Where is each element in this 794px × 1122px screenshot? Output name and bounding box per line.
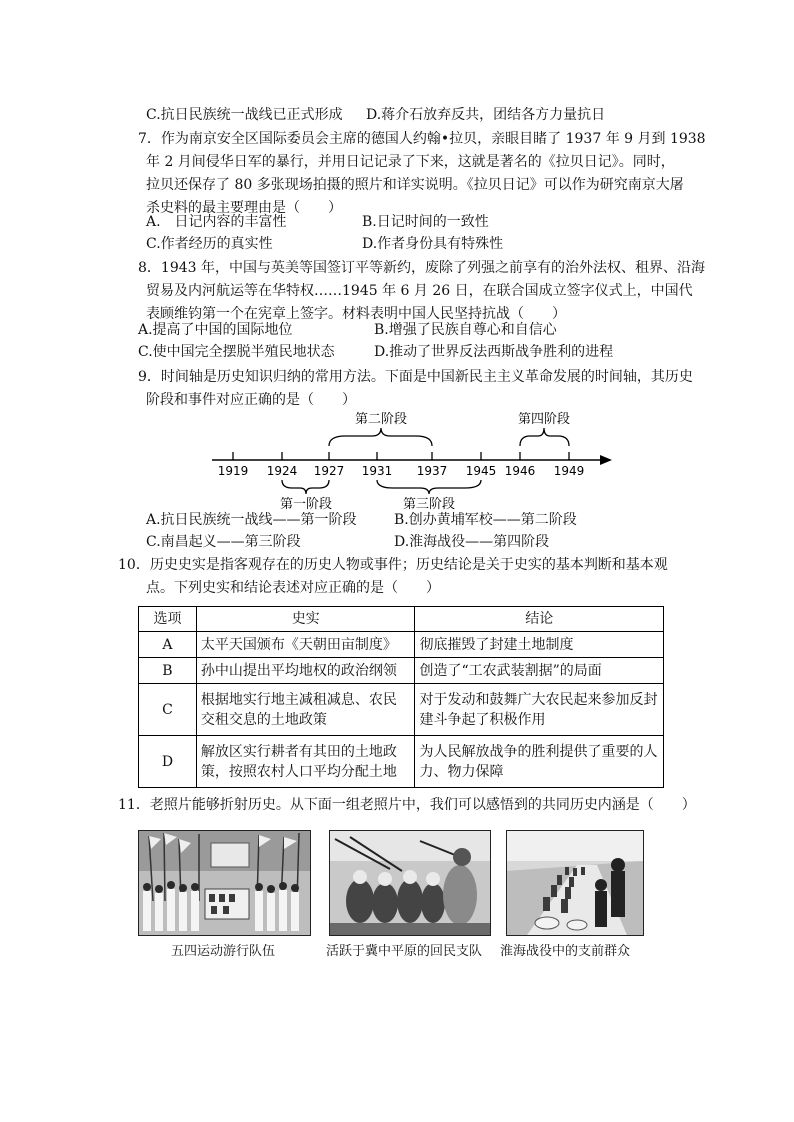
timeline-ticks (233, 452, 569, 460)
q10-stem-line-1: 10．历史史实是指客观存在的历史人物或事件；历史结论是关于史实的基本判断和基本观 (118, 557, 668, 573)
photo1-caption: 五四运动游行队伍 (171, 944, 276, 959)
row-conclusion: 为人民解放战争的胜利提供了重要的人力、物力保障 (415, 736, 664, 788)
may-fourth-photo (138, 830, 311, 936)
q8-option-a: A.提高了中国的国际地位 (138, 322, 293, 338)
row-conclusion: 彻底摧毁了封建土地制度 (415, 632, 664, 658)
timeline-arrow (600, 455, 612, 465)
row-fact: 孙中山提出平均地权的政治纲领 (196, 658, 415, 684)
q9-option-b: B.创办黄埔军校——第二阶段 (394, 512, 577, 528)
row-conclusion: 对于发动和鼓舞广大农民起来参加反封建斗争起了积极作用 (415, 684, 664, 736)
stage3-brace (377, 480, 481, 494)
table-row (139, 632, 664, 658)
header-fact: 史实 (196, 607, 415, 632)
hui-detachment-photo (329, 830, 491, 936)
row-option: D (139, 736, 197, 788)
row-fact: 根据地实行地主减租减息、农民交租交息的土地政策 (196, 684, 415, 736)
stage2-brace (329, 428, 432, 446)
q9-option-d: D.淮海战役——第四阶段 (394, 534, 550, 550)
q8-option-b: B.增强了民族自尊心和自信心 (374, 322, 557, 338)
q11-stem-line: 11．老照片能够折射历史。从下面一组老照片中，我们可以感悟到的共同历史内涵是（ ） (118, 797, 696, 813)
row-option: B (139, 658, 197, 684)
q7-option-b: B.日记时间的一致性 (362, 214, 489, 230)
year-label: 1927 (313, 464, 345, 478)
q8-option-c: C.使中国完全摆脱半殖民地状态 (138, 344, 335, 360)
year-label: 1937 (416, 464, 448, 478)
q9-stem-line-2: 阶段和事件对应正确的是（ ） (146, 392, 356, 408)
q7-option-c: C.作者经历的真实性 (146, 236, 273, 252)
q8-option-d: D.推动了世界反法西斯战争胜利的进程 (374, 344, 614, 360)
q7-stem-line-4: 杀史料的最主要理由是（ ） (146, 200, 342, 216)
year-label: 1945 (465, 464, 497, 478)
q7-stem-line-1: 7．作为南京安全区国际委员会主席的德国人约翰•拉贝，亲眼目睹了 1937 年 9 月到 1938 (138, 131, 706, 147)
q6-option-d: D.蒋介石放弃反共，团结各方力量抗日 (366, 107, 606, 123)
photo3-caption: 淮海战役中的支前群众 (500, 944, 631, 959)
year-label: 1946 (504, 464, 536, 478)
q7-option-d: D.作者身份具有特殊性 (362, 236, 504, 252)
year-label: 1919 (217, 464, 249, 478)
row-option: A (139, 632, 197, 658)
header-conclusion: 结论 (415, 607, 664, 632)
table-row (139, 658, 664, 684)
stage4-label: 第四阶段 (517, 412, 571, 427)
photo2-caption: 活跃于冀中平原的回民支队 (326, 944, 483, 959)
row-option: C (139, 684, 197, 736)
row-fact: 解放区实行耕者有其田的土地政策，按照农村人口平均分配土地 (196, 736, 415, 788)
year-label: 1924 (266, 464, 298, 478)
table-row (139, 736, 664, 788)
q9-stem-line-1: 9．时间轴是历史知识归纳的常用方法。下面是中国新民主主义革命发展的时间轴，其历史 (138, 369, 693, 385)
timeline-diagram (200, 404, 620, 516)
q7-stem-line-3: 拉贝还保存了 80 多张现场拍摄的照片和详实说明。《拉贝日记》可以作为研究南京大屠 (146, 177, 684, 193)
table-header-row (139, 607, 664, 632)
q6-option-c: C.抗日民族统一战线已正式形成 (146, 107, 343, 123)
q9-option-a: A.抗日民族统一战线——第一阶段 (146, 512, 357, 528)
header-option: 选项 (139, 607, 197, 632)
facts-conclusions-table (138, 606, 664, 788)
stage1-label: 第一阶段 (279, 497, 333, 512)
q10-stem-line-2: 点。下列史实和结论表述对应正确的是（ ） (146, 580, 440, 596)
q8-stem-line-3: 表顾维钧第一个在宪章上签字。材料表明中国人民坚持抗战（ ） (146, 306, 566, 322)
q8-stem-line-1: 8．1943 年，中国与英美等国签订平等新约，废除了列强之前享有的治外法权、租界、沿海 (138, 260, 705, 276)
q9-option-c: C.南昌起义——第三阶段 (146, 534, 301, 550)
year-label: 1931 (361, 464, 393, 478)
row-conclusion: 创造了“工农武装割据”的局面 (415, 658, 664, 684)
huaihai-support-photo (506, 830, 644, 936)
year-label: 1949 (553, 464, 585, 478)
q7-option-a: A. 日记内容的丰富性 (146, 214, 287, 230)
stage2-label: 第二阶段 (354, 412, 408, 427)
q8-stem-line-2: 贸易及内河航运等在华特权……1945 年 6 月 26 日，在联合国成立签字仪式上，中国代 (146, 283, 693, 299)
table-row (139, 684, 664, 736)
stage1-brace (282, 480, 329, 494)
stage4-brace (520, 428, 569, 446)
stage3-label: 第三阶段 (402, 497, 456, 512)
row-fact: 太平天国颁布《天朝田亩制度》 (196, 632, 415, 658)
q7-stem-line-2: 年 2 月间侵华日军的暴行，并用日记记录了下来，这就是著名的《拉贝日记》。同时， (146, 154, 675, 170)
